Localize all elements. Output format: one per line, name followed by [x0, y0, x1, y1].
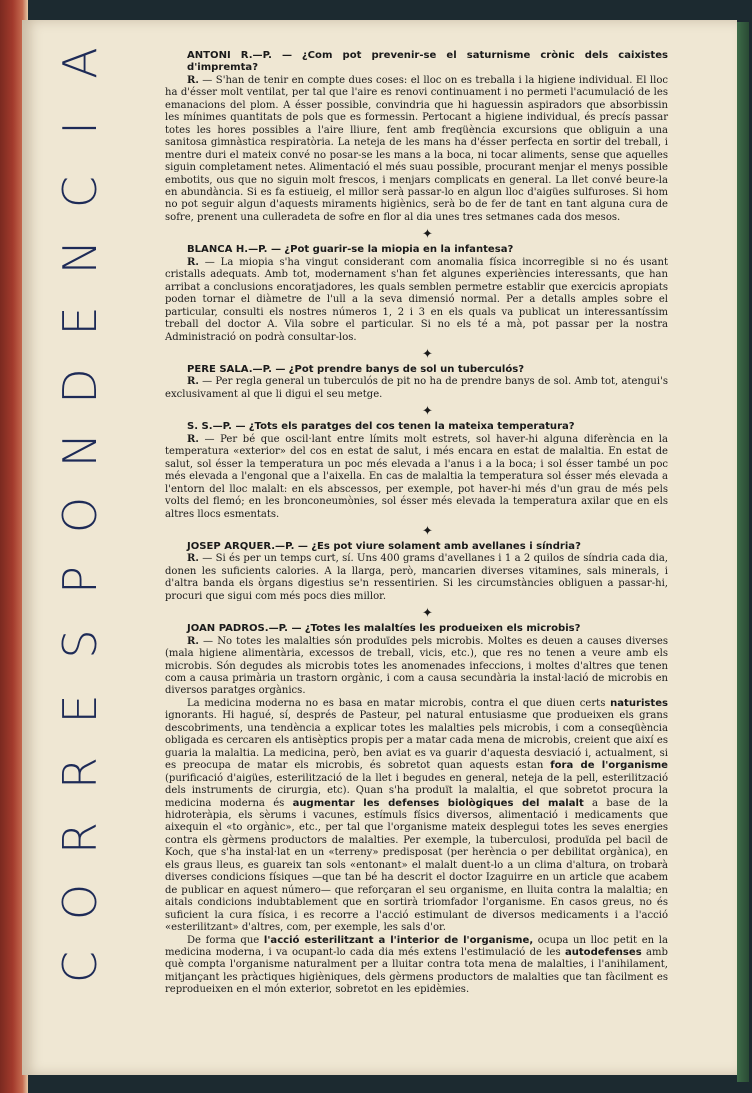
side-title-letter: O: [53, 884, 107, 921]
side-title-letter: S: [53, 629, 107, 659]
emphasis-text: fora de l'organisme: [550, 760, 668, 772]
side-title-letter: C: [53, 950, 107, 983]
question-text: ¿Pot guarir-se la miopia en la infantesa?: [284, 244, 514, 256]
answer-paragraph: [165, 434, 668, 521]
star-divider: ✦: [422, 523, 433, 539]
answer-text: (purificació d'aigües, esterilització de la llet i begudes en general, neteja de la pell, esterilització dels instruments de cirurgia, etc). Quan s'ha produït la malaltia, el que sobretot procura la medicina moderna és: [165, 772, 668, 809]
side-title-letter: E: [53, 306, 107, 336]
question-line: [187, 623, 668, 635]
question-text: ¿Com pot prevenir-se el saturnisme crònic dels caixistes d'impremta?: [187, 50, 668, 74]
side-title-letter: P: [53, 565, 107, 594]
answer-paragraph: [165, 698, 668, 935]
answer-paragraph: [165, 75, 668, 224]
answer-marker: R.: [187, 553, 199, 565]
answer-paragraph: [165, 376, 668, 401]
emphasis-text: naturistes: [610, 697, 668, 709]
answer-text: — La miopia s'ha vingut considerant com anomalia física incorregible si no és usant cristalls adequats. Amb tot, modernament s'han fet algunes experiències interessants, que han arribat a conclusions encoratjadores, les quals semblen permetre establir que exercicis apropiats poden tornar el diàmetre de l'ull a la seva dimensió normal. Per a detalls amples sobre el particular, consulti els nostres números 1, 2 i 3 en els quals va publicat un interessantíssim treball del doctor A. Vila sobre el particular. Si no els té a mà, pot passar per la nostra Administració on podrà consultar-los.: [165, 256, 668, 343]
star-divider: ✦: [422, 404, 433, 420]
question-line: [187, 541, 668, 553]
answer-paragraph: [165, 257, 668, 344]
answer-text: — Si és per un temps curt, sí. Uns 400 grams d'avellanes i 1 a 2 quilos de síndria cada dia, donen les suficients calories. A la llarga, però, mancarien diverses vitamines, sals minerals, i d'altra banda els òrgans digestius se'n ressentirien. Si les circumstàncies obliguen a passar-hi, procuri que sigui com més pocs dies millor.: [165, 553, 668, 602]
emphasis-text: augmentar les defenses biològiques del malalt: [292, 797, 584, 809]
side-title-letter: D: [53, 368, 107, 404]
side-title-letter: I: [53, 120, 107, 135]
question-text: ¿Totes les malaltíes les produeixen els microbis?: [304, 623, 581, 635]
question-line: [187, 421, 668, 433]
answer-text: amb què compta l'organisme naturalment per a lluitar contra tota mena de malalties, i l'anihilament, mitjançant les pràctiques higièniques, dels gèrmens productors de malalties que tan fàcilment es reprodueixen en el món exterior, sobretot en les epidèmies.: [165, 947, 668, 996]
page-edge: [737, 22, 749, 1082]
question-line: [187, 364, 668, 376]
letter-entry: [165, 623, 668, 997]
letter-entry: [165, 244, 668, 344]
question-text: ¿Pot prendre banys de sol un tuberculós?: [288, 363, 525, 375]
emphasis-text: l'acció esterilitzant a l'interior de l'organisme,: [263, 934, 534, 946]
letter-entry: [165, 541, 668, 603]
answer-paragraph: [165, 935, 668, 997]
side-title-letter: N: [53, 433, 107, 468]
answer-marker: R.: [187, 433, 199, 445]
correspondence-column: [165, 50, 668, 997]
letter-entry: [165, 50, 668, 224]
answer-text: a base de la hidroteràpia, els sèrums i vacunes, estímuls físics diversos, alimentació i medicaments que aixequin el «to orgànic», etc., per tal que l'organisme mateix desplegui totes les seves energies contra els gèrmens productors de malalties. Per exemple, la tuberculosi, produïda pel bacil de Koch, que s'ha instal·lat en un «terreny» predisposat (per herència o per debilitat orgànica), en els graus lleus, es guareix tan sols «entonant» el malalt duent-lo a un clima d'altura, on trobarà diverses condicions físiques —que tan bé ha descrit el doctor Izaguirre en un article que acabem de publicar en aquest número— que reforçaran el seu organisme, en lluita contra la malaltia; en aitals condicions indubtablement que en sortirà triomfador l'organisme. En casos greus, no és suficient la cura física, i es recorre a l'acció estimulant de diversos medicaments i a l'acció «esterilitzant» d'altres, com, per exemple, les sals d'or.: [165, 797, 668, 934]
question-text: ¿Es pot viure solament amb avellanes i síndria?: [311, 540, 581, 552]
answer-marker: R.: [187, 256, 199, 268]
answer-marker: R.: [187, 635, 199, 647]
answer-text: De forma que: [187, 934, 264, 946]
answer-text: La medicina moderna no es basa en matar microbis, contra el que diuen certs: [187, 697, 611, 709]
question-text: ¿Tots els paratges del cos tenen la mateixa temperatura?: [248, 421, 575, 433]
answer-text: ignorants. Hi hagué, sí, després de Pasteur, pel natural entusiasme que produeixen els grans descobriments, una tendència a explicar totes les malalties pels microbis, i com a conseqüència obligada es cercaren els antisèptics propis per a matar cada mena de microbis, creient que així es guaria la malaltia. La medicina, però, ben aviat es va guarir d'aquesta desviació i, actualment, si es preocupa de matar els microbis, és sobretot quan aquests estan: [165, 710, 668, 772]
reader-name: PERE SALA.—P. —: [187, 363, 286, 375]
answer-text: — No totes les malalties són produïdes pels microbis. Moltes es deuen a causes diverses (mala higiene alimentària, excessos de treball, vicis, etc.), que res no tenen a veure amb els microbis. Són degudes als microbis totes les anomenades infeccions, i moltes d'altres que tenen com a causa primària un trastorn orgànic, i com a causa secundària la instal·lació de microbis en diversos paratges orgànics.: [165, 635, 668, 697]
letter-entry: [165, 421, 668, 521]
reader-name: BLANCA H.—P. —: [187, 244, 282, 256]
answer-text: — Per regla general un tuberculós de pit no ha de prendre banys de sol. Amb tot, atengui's exclusivament al que li digui el seu metge.: [165, 376, 668, 400]
letter-entry: [165, 364, 668, 401]
answer-text: — S'han de tenir en compte dues coses: el lloc on es treballa i la higiene individual. El lloc ha d'ésser molt ventilat, per tal que l'aire es renovi continuament i no permeti l'acumulació de les emanacions del plom. A ésser possible, convindria que hi haguessin aspiradors que absorbissin les mínimes quantitats de pols que es formessin. Pertocant a higiene individual, és precís passar totes les hores possibles a l'aire lliure, fent amb freqüència excursions que obliguin a una sanitosa gimnàstica respiratòria. La neteja de les mans ha d'ésser perfecta en sortir del treball, i mentre duri el mateix convé no posar-se les mans a la boca, ni tocar aliments, sense que aquelles siguin completament netes. Alimentació el més suau possible, procurant menjar el menys possible embotits, ous que no siguin molt frescos, i menjars complicats en general. La llet convé beure-la en abundància. Si es fa estiueig, el millor serà passar-lo en algun lloc d'aigües sulfuroses. Si hom no pot seguir algun d'aquests miraments higiènics, serà bo de fer de tant en tant alguna cura de sofre, prenent una culleradeta de sofre en flor al dia unes tres setmanes cada dos mesos.: [165, 74, 668, 223]
reader-name: JOAN PADROS.—P. —: [187, 623, 302, 635]
side-title: [55, 40, 105, 990]
question-line: [187, 50, 668, 75]
side-title-letter: R: [53, 821, 107, 854]
side-title-letter: E: [53, 694, 107, 724]
side-title-letter: N: [53, 239, 107, 274]
star-divider: ✦: [422, 227, 433, 243]
answer-text: — Per bé que oscil·lant entre límits molt estrets, sol haver-hi alguna diferència en la temperatura «exterior» del cos en estat de salut, i més encara en estat de malaltia. En estat de salut, sol ésser la temperatura un poc més elevada a l'anus i a la boca; i sol ésser també un poc més elevada a l'engonal que a l'aixella. En cas de malaltia la temperatura sol ésser més elevada a l'entorn del lloc malalt: en els abscessos, per exemple, pot haver-hi més d'un grau de més pels volts del flemó; en les bronconeumònies, sol ésser més elevada la temperatura axilar que en els altres llocs esmentats.: [165, 433, 668, 520]
reader-name: JOSEP ARQUER.—P. —: [187, 540, 308, 552]
question-line: [187, 244, 668, 256]
star-divider: ✦: [422, 346, 433, 362]
side-title-letter: C: [53, 176, 107, 209]
answer-paragraph: [165, 636, 668, 698]
answer-text: ocupa un lloc petit en la medicina moderna, i va ocupant-lo cada dia més extens l'estimulació de les: [165, 934, 668, 958]
answer-marker: R.: [187, 376, 199, 388]
side-title-letter: O: [53, 496, 107, 534]
answer-marker: R.: [187, 74, 199, 86]
reader-name: ANTONI R.—P. —: [187, 50, 293, 61]
side-title-letter: R: [53, 757, 107, 790]
reader-name: S. S.—P. —: [187, 421, 246, 433]
answer-paragraph: [165, 553, 668, 603]
emphasis-text: autodefenses: [564, 947, 642, 958]
side-title-letter: A: [53, 47, 107, 79]
star-divider: ✦: [422, 606, 433, 622]
